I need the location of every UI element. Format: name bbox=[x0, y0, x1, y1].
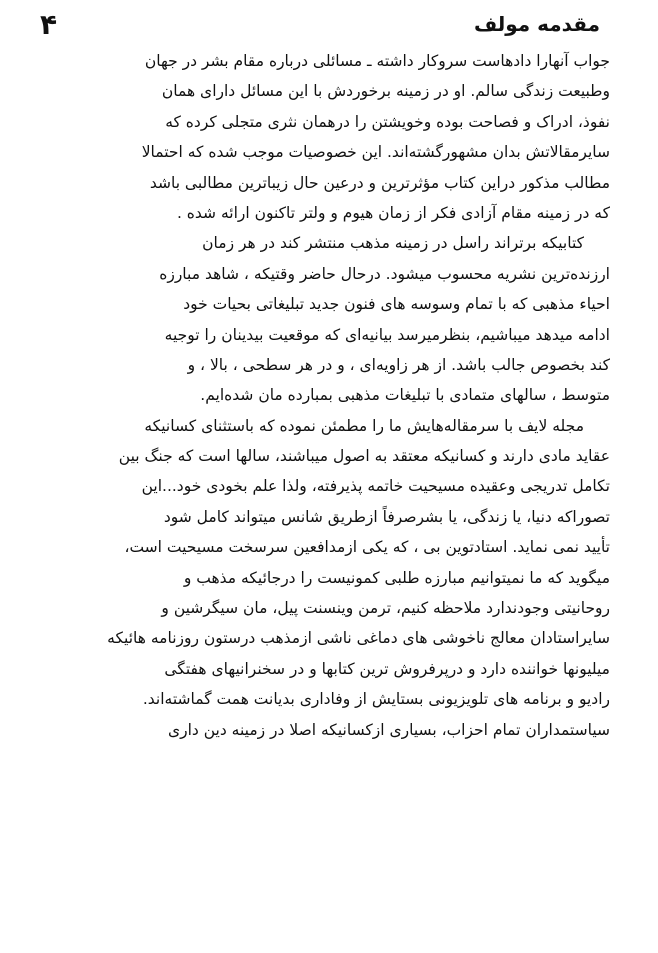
text-line: احیاء مذهبی که با تمام وسوسه های فنون جدید تبلیغاتی بحیات خود bbox=[183, 295, 610, 314]
page-header bbox=[40, 8, 600, 40]
text-line: روحانیتی وجودندارد ملاحظه کنیم، ترمن وینسنت پیل، مان سیگرشین و bbox=[161, 599, 610, 618]
text-line: مطالب مذکور دراین کتاب مؤثرترین و درعین حال زیباترین مطالبی باشد bbox=[149, 173, 610, 192]
text-line: تأیید نمی نماید. استادتوین بی ، که یکی ازمدافعین سرسخت مسیحیت است، bbox=[124, 538, 610, 557]
text-line: تکامل تدریجی وعقیده مسیحیت خاتمه پذیرفته، ولذا علم بخودی خود...این bbox=[141, 477, 610, 496]
text-line: جواب آنهارا دادهاست سروکار داشته ـ مسائلی درباره مقام بشر در جهان bbox=[144, 52, 610, 70]
chapter-title: مقدمه مولف bbox=[473, 12, 600, 36]
text-line: میلیونها خوانندە دارد و درپرفروش ترین کتابها و در سخنرانیهای هفتگی bbox=[164, 659, 610, 678]
text-line: وطبیعت زندگی سالم. او در زمینه برخوردش با این مسائل دارای همان bbox=[161, 82, 610, 101]
text-line: نفوذ، ادراک و فصاحت بوده وخویشتن را درهمان نثری متجلی کرده که bbox=[165, 112, 610, 131]
text-line: که در زمینه مقام آزادی فکر از زمان هیوم و ولتر تاکنون ارائه شده . bbox=[176, 203, 610, 222]
body-text bbox=[36, 46, 610, 745]
text-line: ادامه میدهد میباشیم، بنظرمیرسد بیانیه‌ای که موقعیت بیدینان را توجیه bbox=[164, 325, 610, 344]
text-line: ارزنده‌ترین نشریه محسوب میشود. درحال حاضر وقتیکه ، شاهد مبارزه bbox=[159, 264, 610, 283]
page-number: ۴ bbox=[40, 7, 58, 41]
text-line: سایراستادان معالج ناخوشی های دماغی ناشی ازمذهب درستون روزنامه هائیکه bbox=[107, 629, 610, 648]
text-line: سایرمقالاتش بدان مشهورگشته‌اند. این خصوصیات موجب شده که احتمالا bbox=[141, 143, 610, 162]
paragraph-start-line: کتابیکه برتراند راسل در زمینه مذهب منتشر کند در هر زمان bbox=[202, 234, 584, 253]
paragraph-start-line: مجله لایف با سرمقاله‌هایش ما را مطمئن نموده که باستثنای کسانیکه bbox=[144, 416, 584, 435]
text-line: سیاستمداران تمام احزاب، بسیاری ازکسانیکه اصلا در زمینه دین داری bbox=[167, 720, 610, 739]
text-line: عقاید مادی دارند و کسانیکه معتقد به اصول میباشند، سالها است که جنگ بین bbox=[118, 447, 610, 466]
text-line: متوسط ، سالهای متمادی با تبلیغات مذهبی بمبارده مان شده‌ایم. bbox=[200, 386, 610, 405]
text-line: میگوید که ما نمیتوانیم مبارزه طلبی کمونیست را درجائیکه مذهب و bbox=[183, 568, 610, 587]
text-line: تصوراکه دنیا، یا زندگی، یا بشرصرفاً ازطریق شانس میتواند کامل شود bbox=[163, 507, 610, 526]
text-line: کند بخصوص جالب باشد. از هر زاویه‌ای ، و در هر سطحی ، بالا ، و bbox=[187, 355, 610, 374]
text-line: رادیو و برنامه های تلویزیونی بستایش از وفاداری بدیانت همت گماشته‌اند. bbox=[142, 690, 610, 709]
